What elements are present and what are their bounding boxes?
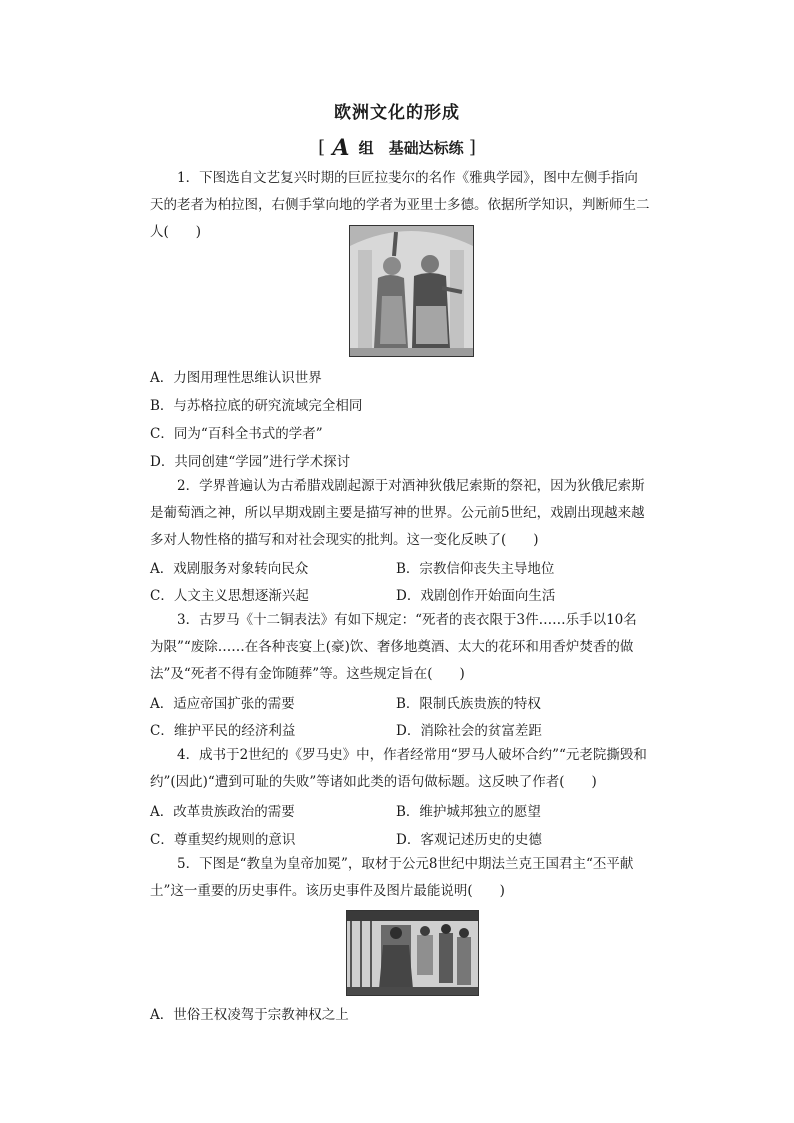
- section-bracket-close: ]: [468, 137, 476, 158]
- question-3-stem: 3．古罗马《十二铜表法》有如下规定：“死者的丧衣限于3件……乐手以10名为限”“废除……在各种丧宴上(豪)饮、奢侈地奠酒、太大的花环和用香炉焚香的做法”及“死者不得有金饰随葬”等。这些规定旨在( ): [150, 612, 637, 682]
- question-5-stem: 5．下图是“教皇为皇帝加冕”，取材于公元8世纪中期法兰克王国君主“丕平献土”这一重要的历史事件。该历史事件及图片最能说明( ): [150, 856, 634, 899]
- question-4-option-c: C．尊重契约规则的意识: [150, 832, 296, 848]
- question-3-option-b: B．限制氏族贵族的特权: [396, 696, 541, 712]
- coronation-engraving-icon: [346, 910, 479, 996]
- question-2-stem: 2．学界普遍认为古希腊戏剧起源于对酒神狄俄尼索斯的祭祀，因为狄俄尼索斯是葡萄酒之神，所以早期戏剧主要是描写神的世界。公元前5世纪，戏剧出现越来越多对人物性格的描写和对社会现实的批判。这一变化反映了( ): [150, 478, 645, 548]
- section-heading: [0, 135, 794, 161]
- question-4-option-b: B．维护城邦独立的愿望: [396, 804, 541, 820]
- page-title: 欧洲文化的形成: [334, 103, 460, 123]
- question-2-option-b: B．宗教信仰丧失主导地位: [396, 561, 555, 577]
- section-bracket-open: [: [318, 137, 326, 158]
- question-4-option-a: A．改革贵族政治的需要: [150, 804, 295, 820]
- school-of-athens-painting-icon: [349, 225, 474, 357]
- question-2-option-c: C．人文主义思想逐渐兴起: [150, 588, 309, 604]
- question-2-option-d: D．戏剧创作开始面向生活: [396, 588, 556, 604]
- question-4-stem: 4．成书于2世纪的《罗马史》中，作者经常用“罗马人破坏合约”“元老院撕毁和约”(因此)“遭到可耻的失败”等诸如此类的语句做标题。这反映了作者( ): [150, 747, 647, 790]
- question-1-option-d: D．共同创建“学园”进行学术探讨: [150, 454, 351, 470]
- question-2-option-a: A．戏剧服务对象转向民众: [150, 561, 309, 577]
- question-1-option-c: C．同为“百科全书式的学者”: [150, 426, 323, 442]
- question-3-option-a: A．适应帝国扩张的需要: [150, 696, 295, 712]
- question-1-option-a: A．力图用理性思维认识世界: [150, 370, 322, 386]
- question-1-stem: 1．下图选自文艺复兴时期的巨匠拉斐尔的名作《雅典学园》，图中左侧手指向天的老者为柏拉图，右侧手掌向地的学者为亚里士多德。依据所学知识，判断师生二人( ): [150, 170, 650, 240]
- question-4-option-d: D．客观记述历史的史德: [396, 832, 542, 848]
- section-label: 组 基础达标练: [358, 139, 464, 157]
- question-3-option-c: C．维护平民的经济利益: [150, 723, 296, 739]
- question-5-option-a: A．世俗王权凌驾于宗教神权之上: [150, 1007, 349, 1023]
- question-1-option-b: B．与苏格拉底的研究流域完全相同: [150, 398, 363, 414]
- question-3-option-d: D．消除社会的贫富差距: [396, 723, 542, 739]
- section-group-letter: A: [332, 135, 350, 161]
